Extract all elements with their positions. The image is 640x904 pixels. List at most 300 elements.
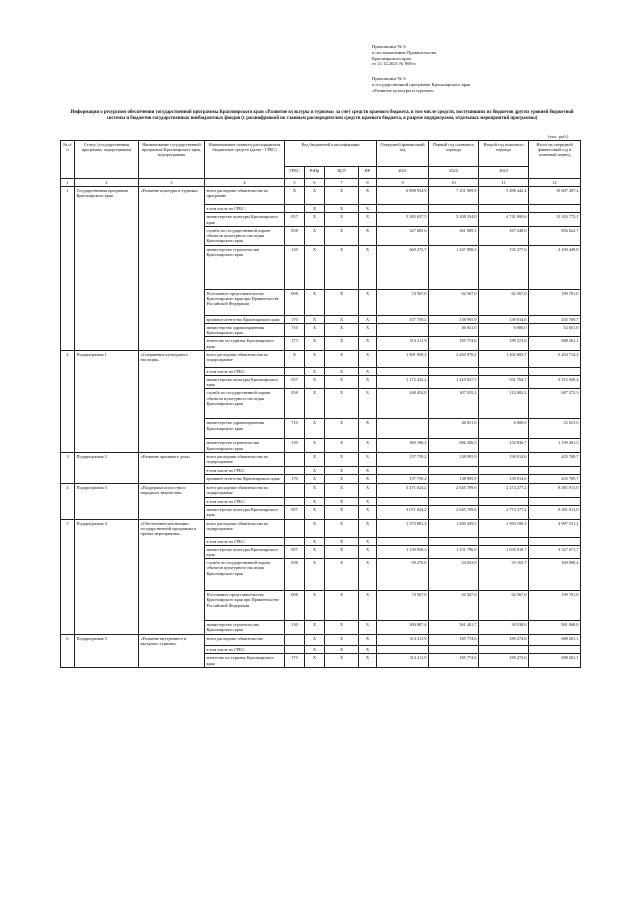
row-value-total: 52 651,0 (529, 419, 581, 439)
row-value-y2: 5 208 334,0 (429, 213, 479, 226)
row-grbs-name: всего расходные обязательства по программе (205, 187, 285, 205)
row-grbs-name: в том числе по ГРБС: (205, 498, 285, 506)
table-row (61, 635, 581, 646)
row-value-y3: 152 836,7 (479, 439, 529, 452)
row-value-y3 (479, 498, 529, 506)
row-program-name: «Развитие культуры и туризма» (139, 187, 205, 351)
row-number: 3 (61, 452, 75, 483)
row-code-rzpr: X (305, 545, 325, 558)
row-value-y1: 74 567,0 (377, 591, 429, 621)
row-value-y1: 327 685,6 (377, 226, 429, 245)
row-code-csr: X (325, 419, 359, 439)
row-value-y3: 112 082,3 (479, 389, 529, 419)
row-status: Подпрограмма 2 (75, 452, 139, 483)
row-value-total: 688 261,1 (529, 654, 581, 667)
row-code-rzpr: X (305, 389, 325, 419)
row-status: Государственная программа Красноярского края (75, 187, 139, 351)
row-code-vr: X (359, 452, 377, 466)
row-value-y1: 268 454,8 (377, 389, 429, 419)
document-title: Информация о ресурсном обеспечении государственной программы Красноярского края «Развитие культуры и туризма» за счет средств краевого бюджета, в том числе средств, поступивших из бюджетов других уровней бюджетной системы и бюджетов государственных внебюджетных фондов (с расшифровкой по главным распорядителям средств краевого бюджета, в разрезе подпрограмм, отдельных мероприятий программы) (70, 110, 574, 121)
row-value-y2 (429, 367, 479, 375)
row-value-total: 688 261,1 (529, 635, 581, 646)
row-value-y3: 167 248,0 (479, 226, 529, 245)
row-value-total: 3 327 671,7 (529, 545, 581, 558)
row-code-vr: X (359, 419, 377, 439)
row-value-y1: 3 471 024,2 (377, 484, 429, 498)
row-code-csr: X (325, 591, 359, 621)
header-line: Приложение № 6 (372, 76, 406, 82)
col-y2-year: 2022 (429, 167, 479, 179)
row-value-y2: 138 995,9 (429, 315, 479, 323)
column-number: 2 (75, 179, 139, 187)
row-code-csr: X (325, 245, 359, 289)
col-name-header: Наименование государственной программы Красноярского края, подпрограммы (139, 141, 205, 179)
row-code-vr: X (359, 475, 377, 484)
row-value-y3 (479, 367, 529, 375)
row-code-csr: X (325, 213, 359, 226)
row-code-csr: X (325, 324, 359, 337)
row-code-vr: X (359, 289, 377, 315)
row-code-csr: X (325, 559, 359, 591)
row-code-rzpr: X (305, 466, 325, 474)
row-code-csr: X (325, 475, 359, 484)
row-value-total: 169 090,4 (529, 559, 581, 591)
row-value-y1 (377, 646, 429, 654)
col-y1-header: Очередной финансовый год (377, 141, 429, 167)
row-value-y2: 7 251 909,9 (429, 187, 479, 205)
column-number: 4 (205, 179, 285, 187)
row-code-rzpr: X (305, 367, 325, 375)
row-code-rzpr: X (305, 350, 325, 367)
row-code-grbs: 058 (285, 226, 305, 245)
row-value-y3 (479, 466, 529, 474)
row-value-y2: 185 774,6 (429, 635, 479, 646)
row-grbs-name: министерство строительства Красноярского края (205, 439, 285, 452)
row-value-y1: 5 383 637,5 (377, 213, 429, 226)
row-code-rzpr: X (305, 475, 325, 484)
row-value-total (529, 646, 581, 654)
row-value-total: 2 100 449,8 (529, 245, 581, 289)
row-code-vr: X (359, 635, 377, 646)
row-value-y3 (479, 205, 529, 213)
row-code-vr: X (359, 367, 377, 375)
row-value-y3: 139 014,6 (479, 452, 529, 466)
row-code-grbs: 170 (285, 475, 305, 484)
table-row (61, 519, 581, 537)
row-code-rzpr: X (305, 226, 325, 245)
row-value-y2 (429, 498, 479, 506)
row-code-rzpr: X (305, 498, 325, 506)
row-code-grbs (285, 635, 305, 646)
row-value-y1: 313 211,9 (377, 654, 429, 667)
col-y1-year: 2021 (377, 167, 429, 179)
row-value-y2: 185 774,6 (429, 337, 479, 350)
budget-table (60, 140, 581, 668)
row-code-csr: X (325, 654, 359, 667)
row-code-grbs (285, 205, 305, 213)
row-code-grbs: 008 (285, 289, 305, 315)
row-code-grbs (285, 466, 305, 474)
row-code-grbs: 130 (285, 439, 305, 452)
document-header (372, 44, 612, 94)
row-value-y1: 360 186,3 (377, 439, 429, 452)
header-line: от 21.12.2021 № 908-п (372, 61, 416, 67)
row-value-y1: 59 270,8 (377, 559, 429, 591)
row-code-rzpr: X (305, 245, 325, 289)
row-value-total: 688 261,1 (529, 337, 581, 350)
row-code-rzpr: X (305, 484, 325, 498)
header-line: к постановлению Правительства (372, 49, 436, 55)
row-value-total: 687 572,3 (529, 389, 581, 419)
header-line: Красноярского края (372, 55, 411, 61)
row-value-y3 (479, 646, 529, 654)
row-value-y1: 157 759,2 (377, 452, 429, 466)
row-value-y2: 54 653,9 (429, 559, 479, 591)
row-status: Подпрограмма 4 (75, 519, 139, 635)
row-code-rzpr: X (305, 187, 325, 205)
row-value-y3: 139 014,6 (479, 475, 529, 484)
row-code-grbs: 710 (285, 324, 305, 337)
row-code-grbs (285, 484, 305, 498)
row-value-total (529, 537, 581, 545)
col-total-header: Итого на очередной финансовый год и плановый период (529, 141, 581, 179)
row-code-rzpr: X (305, 337, 325, 350)
row-value-y3: 5 498 442,4 (479, 187, 529, 205)
col-csr-header: ЦСР (325, 167, 359, 179)
col-num-header: № п/п (61, 141, 75, 179)
col-y3-year: 2023 (479, 167, 529, 179)
row-grbs-name: в том числе по ГРБС: (205, 205, 285, 213)
row-value-total: 856 622,7 (529, 226, 581, 245)
row-code-rzpr: X (305, 559, 325, 591)
row-value-total: 19 607 287,2 (529, 187, 581, 205)
row-value-y3: 189 274,6 (479, 654, 529, 667)
row-program-name: «Поддержка искусства и народного творчества» (139, 484, 205, 520)
row-grbs-name: всего расходные обязательства по подпрограмме (205, 484, 285, 498)
row-code-grbs: 130 (285, 621, 305, 635)
col-grbs-name-header: Наименование главного распорядителя бюджетных средств (далее - ГРБС) (205, 141, 285, 179)
row-code-rzpr: X (305, 205, 325, 213)
row-value-y3: 192 277,6 (479, 245, 529, 289)
row-code-csr: X (325, 439, 359, 452)
row-code-grbs (285, 498, 305, 506)
row-value-y1: 157 759,2 (377, 315, 429, 323)
row-value-y2: 46 651,0 (429, 324, 479, 337)
column-number: 10 (429, 179, 479, 187)
row-value-y2 (429, 205, 479, 213)
row-value-total: 435 769,7 (529, 452, 581, 466)
row-value-y3: 62 567,0 (479, 591, 529, 621)
row-value-y2: 185 774,6 (429, 654, 479, 667)
row-value-y2: 686 456,5 (429, 439, 479, 452)
row-number: 4 (61, 484, 75, 520)
row-value-y2: 62 567,0 (429, 289, 479, 315)
row-value-total: 8 491 011,0 (529, 506, 581, 519)
row-code-rzpr: X (305, 315, 325, 323)
row-code-vr: X (359, 498, 377, 506)
row-value-y2: 138 995,9 (429, 475, 479, 484)
row-code-vr: X (359, 439, 377, 452)
row-grbs-name: всего расходные обязательства по подпрограмме (205, 519, 285, 537)
row-status: Подпрограмма 5 (75, 635, 139, 668)
row-code-grbs (285, 452, 305, 466)
row-value-y3: 55 165,7 (479, 559, 529, 591)
row-value-y2: 138 995,9 (429, 452, 479, 466)
header-line: к государственной программе Красноярского края (372, 81, 471, 87)
row-value-y2: 361 689,1 (429, 226, 479, 245)
row-value-y1: 660 273,7 (377, 245, 429, 289)
row-value-y1 (377, 419, 429, 439)
row-program-name: «Развитие архивного дела» (139, 452, 205, 483)
row-value-total (529, 367, 581, 375)
row-value-y1: 300 087,4 (377, 621, 429, 635)
row-value-total (529, 466, 581, 474)
row-code-rzpr: X (305, 537, 325, 545)
row-code-grbs (285, 537, 305, 545)
row-value-y1 (377, 367, 429, 375)
row-code-csr: X (325, 389, 359, 419)
row-value-y1: 6 898 934,9 (377, 187, 429, 205)
row-grbs-name: министерство строительства Красноярского края (205, 245, 285, 289)
row-value-y2: 1 247 898,5 (429, 245, 479, 289)
row-program-name: «Обеспечение реализации государственной программы и прочие мероприятия» (139, 519, 205, 635)
row-value-y2 (429, 466, 479, 474)
row-code-csr: X (325, 205, 359, 213)
row-value-y2: 307 035,2 (429, 389, 479, 419)
row-value-y3: 1 202 683,7 (479, 350, 529, 367)
row-code-rzpr: X (305, 324, 325, 337)
row-grbs-name: министерство культуры Красноярского края (205, 376, 285, 389)
row-value-total: 4 997 531,1 (529, 519, 581, 537)
row-code-vr: X (359, 337, 377, 350)
column-number: 7 (325, 179, 359, 187)
row-grbs-name: архивное агентство Красноярского края (205, 315, 285, 323)
col-status-header: Статус (государственная программа, подпрограмма) (75, 141, 139, 179)
row-grbs-name: служба по государственной охране объектов культурного наследия Красноярского края (205, 226, 285, 245)
row-code-csr: X (325, 350, 359, 367)
row-value-y3: 189 274,6 (479, 337, 529, 350)
row-grbs-name: министерство здравоохранения Красноярского края (205, 324, 285, 337)
column-number: 9 (377, 179, 429, 187)
row-program-name: «Развитие внутреннего и въездного туризма» (139, 635, 205, 668)
row-value-y3: 931 764,7 (479, 376, 529, 389)
row-code-csr: X (325, 545, 359, 558)
row-code-vr: X (359, 205, 377, 213)
row-value-y1: 1 172 432,2 (377, 376, 429, 389)
row-value-y1 (377, 466, 429, 474)
row-value-total: 8 491 011,0 (529, 484, 581, 498)
row-grbs-name: министерство культуры Красноярского края (205, 506, 285, 519)
row-grbs-name: всего расходные обязательства (205, 635, 285, 646)
row-code-grbs: 130 (285, 245, 305, 289)
row-value-y3: 4 741 900,6 (479, 213, 529, 226)
table-row (61, 452, 581, 466)
row-value-y1: 157 759,2 (377, 475, 429, 484)
row-status: Подпрограмма 3 (75, 484, 139, 520)
row-code-vr: X (359, 506, 377, 519)
row-value-total: 901 068,0 (529, 621, 581, 635)
row-grbs-name: архивное агентство Красноярского края (205, 475, 285, 484)
row-code-rzpr: X (305, 635, 325, 646)
row-value-y2: 2 645 709,6 (429, 506, 479, 519)
row-code-grbs: 057 (285, 213, 305, 226)
row-value-y1: 3 071 024,2 (377, 506, 429, 519)
row-code-rzpr: X (305, 289, 325, 315)
row-code-grbs: 058 (285, 389, 305, 419)
row-code-csr: X (325, 187, 359, 205)
row-value-total: 199 701,0 (529, 591, 581, 621)
col-y2-header: Первый год планового периода (429, 141, 479, 167)
row-code-vr: X (359, 466, 377, 474)
row-code-vr: X (359, 213, 377, 226)
row-code-rzpr: X (305, 439, 325, 452)
row-code-grbs: X (285, 187, 305, 205)
row-number: 2 (61, 350, 75, 452)
row-code-grbs (285, 367, 305, 375)
row-grbs-name: агентство по туризму Красноярского края (205, 337, 285, 350)
row-grbs-name: министерство культуры Красноярского края (205, 213, 285, 226)
row-status: Подпрограмма 1 (75, 350, 139, 452)
row-code-rzpr: X (305, 591, 325, 621)
row-value-y1 (377, 205, 429, 213)
column-number: 12 (529, 179, 581, 187)
row-value-y1: 1 801 058,3 (377, 350, 429, 367)
row-code-csr: X (325, 226, 359, 245)
row-program-name: «Сохранение культурного наследия» (139, 350, 205, 452)
row-grbs-name: министерство культуры Красноярского края (205, 545, 285, 558)
row-grbs-name: Постоянное представительство Красноярского края при Правительстве Российской Федерации (205, 591, 285, 621)
row-value-y2: 2 450 970,2 (429, 350, 479, 367)
row-code-vr: X (359, 187, 377, 205)
row-value-y2 (429, 537, 479, 545)
column-numbers-row (61, 179, 581, 187)
row-value-total: 199 701,0 (529, 289, 581, 315)
row-code-vr: X (359, 226, 377, 245)
row-code-vr: X (359, 621, 377, 635)
row-code-csr: X (325, 484, 359, 498)
table-row (61, 187, 581, 205)
row-code-rzpr: X (305, 621, 325, 635)
col-y3-header: Второй год планового периода (479, 141, 529, 167)
row-value-y2: 1 830 459,5 (429, 519, 479, 537)
row-code-csr: X (325, 452, 359, 466)
row-code-rzpr: X (305, 376, 325, 389)
row-code-rzpr: X (305, 519, 325, 537)
column-number: 3 (139, 179, 205, 187)
row-number: 1 (61, 187, 75, 351)
row-code-vr: X (359, 389, 377, 419)
row-grbs-name: агентство по туризму Красноярского края (205, 654, 285, 667)
column-number: 6 (305, 179, 325, 187)
row-code-rzpr: X (305, 419, 325, 439)
row-code-vr: X (359, 646, 377, 654)
row-grbs-name: служба по государственной охране объектов культурного наследия Красноярского края (205, 559, 285, 591)
row-value-y2: 62 567,0 (429, 591, 479, 621)
row-value-total: 52 651,0 (529, 324, 581, 337)
row-value-total: 1 199 481,5 (529, 439, 581, 452)
row-grbs-name: министерство здравоохранения Красноярского края (205, 419, 285, 439)
row-code-grbs: X (285, 350, 305, 367)
row-code-grbs: 057 (285, 545, 305, 558)
row-code-grbs (285, 646, 305, 654)
row-grbs-name: всего расходные обязательства по подпрограмме (205, 350, 285, 367)
col-grbs-header: ГРБС (285, 167, 305, 179)
row-code-vr: X (359, 545, 377, 558)
table-body (61, 179, 581, 668)
row-code-grbs: 173 (285, 337, 305, 350)
row-value-y1 (377, 537, 429, 545)
row-value-y3: 62 567,0 (479, 289, 529, 315)
row-grbs-name: всего расходные обязательства по подпрограмме (205, 452, 285, 466)
header-line: «Развитие культуры и туризма» (372, 87, 434, 93)
row-code-vr: X (359, 376, 377, 389)
row-code-grbs: 173 (285, 654, 305, 667)
row-code-rzpr: X (305, 213, 325, 226)
row-code-csr: X (325, 621, 359, 635)
row-value-total: 435 769,7 (529, 315, 581, 323)
column-number: 11 (479, 179, 529, 187)
row-code-grbs: 058 (285, 559, 305, 591)
row-value-y3: 2 274 277,2 (479, 484, 529, 498)
row-code-vr: X (359, 315, 377, 323)
row-code-csr: X (325, 289, 359, 315)
row-value-y1 (377, 498, 429, 506)
row-value-y1: 1 573 881,3 (377, 519, 429, 537)
row-number: 6 (61, 635, 75, 668)
row-value-total (529, 205, 581, 213)
row-code-csr: X (325, 537, 359, 545)
row-value-y3: 139 014,6 (479, 315, 529, 323)
row-code-rzpr: X (305, 452, 325, 466)
row-code-grbs: 057 (285, 506, 305, 519)
row-code-csr: X (325, 466, 359, 474)
row-value-y3: 6 000,0 (479, 419, 529, 439)
row-code-grbs (285, 519, 305, 537)
col-codes-header: Код бюджетной классификации (285, 141, 377, 167)
row-value-y3: 1 593 190,3 (479, 519, 529, 537)
column-number: 5 (285, 179, 305, 187)
row-code-vr: X (359, 519, 377, 537)
column-number: 8 (359, 179, 377, 187)
row-code-grbs: 170 (285, 315, 305, 323)
row-value-y3: 39 538,9 (479, 621, 529, 635)
row-code-rzpr: X (305, 654, 325, 667)
row-code-csr: X (325, 506, 359, 519)
row-grbs-name: в том числе по ГРБС: (205, 367, 285, 375)
row-grbs-name: в том числе по ГРБС: (205, 466, 285, 474)
row-value-y3: 6 000,0 (479, 324, 529, 337)
row-code-csr: X (325, 498, 359, 506)
column-number: 1 (61, 179, 75, 187)
row-value-y1: 1 139 936,3 (377, 545, 429, 558)
row-value-total: 15 333 772,1 (529, 213, 581, 226)
col-rzpr-header: РзПр (305, 167, 325, 179)
row-value-y2: 1 410 827,5 (429, 376, 479, 389)
row-code-csr: X (325, 337, 359, 350)
row-value-y1 (377, 324, 429, 337)
row-grbs-name: в том числе по ГРБС: (205, 537, 285, 545)
row-value-total: 435 769,7 (529, 475, 581, 484)
table-row (61, 484, 581, 498)
row-number: 5 (61, 519, 75, 635)
units-label: (тыс. руб.) (548, 134, 569, 139)
row-code-vr: X (359, 654, 377, 667)
row-grbs-name: в том числе по ГРБС: (205, 646, 285, 654)
row-value-y2: 1 151 796,9 (429, 545, 479, 558)
row-value-y3: 1 035 918,7 (479, 545, 529, 558)
row-value-y2: 2 645 709,6 (429, 484, 479, 498)
row-code-vr: X (359, 245, 377, 289)
